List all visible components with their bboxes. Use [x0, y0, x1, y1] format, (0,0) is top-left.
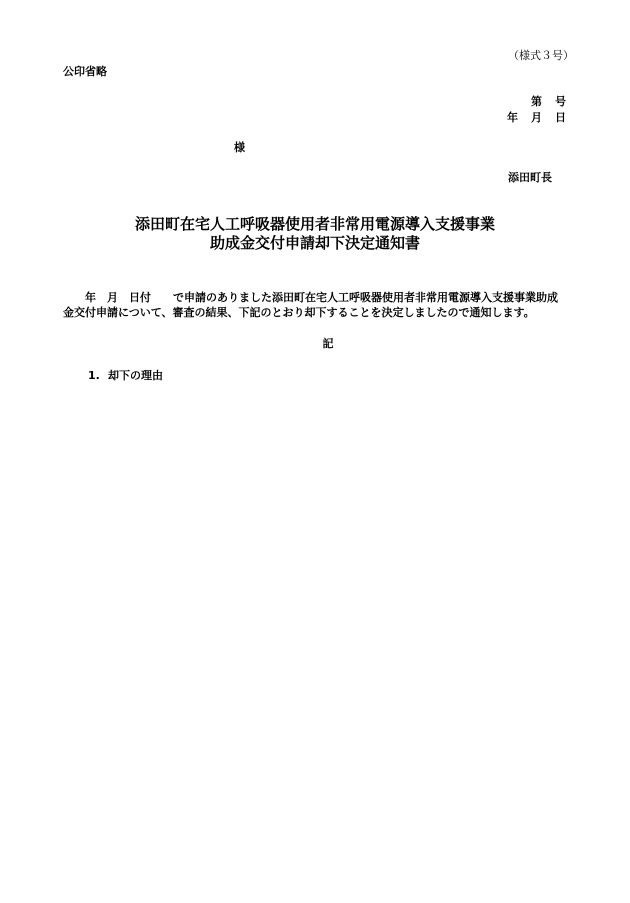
sender-name: 添田町長: [508, 171, 552, 184]
body-text-line-2: 金交付申請について、審査の結果、下記のとおり却下することを決定しましたので通知します。: [63, 306, 535, 319]
document-title-line-1: 添田町在宅人工呼吸器使用者非常用電源導入支援事業: [134, 215, 495, 233]
form-number: （様式３号）: [508, 49, 574, 62]
list-item-label: 却下の理由: [108, 369, 163, 382]
document-number: 第 号: [531, 95, 567, 108]
document-title-line-2: 助成金交付申請却下決定通知書: [209, 234, 420, 252]
seal-omitted-note: 公印省略: [63, 65, 107, 78]
ki-heading: 記: [322, 337, 334, 350]
document-date: 年 月 日: [507, 111, 567, 124]
list-item: [88, 367, 163, 383]
body-text-line-1: 年 月 日付 で申請のありました添田町在宅人工呼吸器使用者非常用電源導入支援事業助成: [63, 291, 558, 304]
list-item-number: 1.: [88, 369, 100, 382]
recipient-honorific: 様: [234, 141, 245, 154]
